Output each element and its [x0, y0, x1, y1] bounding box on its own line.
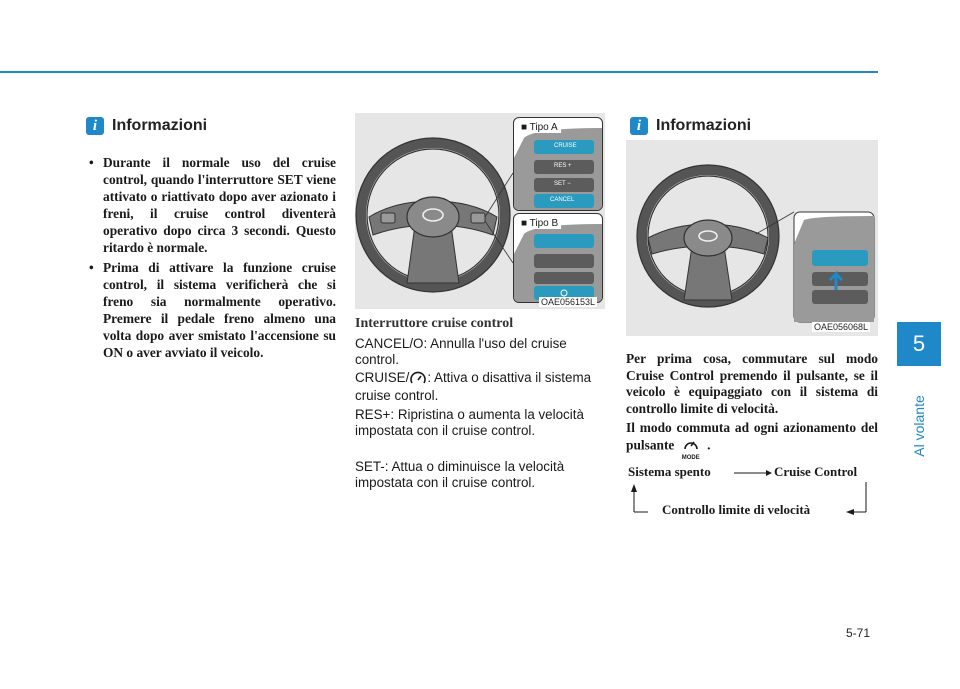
flow-speed-limit: Controllo limite di velocità [662, 502, 811, 517]
cruise-icon [409, 370, 427, 388]
def-set [355, 459, 605, 491]
cruise-mode-icon [683, 437, 699, 451]
chapter-title: Al volante [911, 395, 927, 457]
def-cruise [355, 370, 605, 404]
def-term: CANCEL/O: [355, 336, 428, 351]
info-icon: i [630, 117, 648, 135]
button-label-cancel: CANCEL [550, 197, 575, 203]
section-title: Interruttore cruise control [355, 316, 514, 331]
def-desc: : Attiva o disattiva il sistema cruise control. [355, 370, 592, 403]
panel-label-type-a: ■ Tipo A [518, 122, 561, 133]
header-rule [0, 71, 878, 73]
info-bullet: • Durante il normale uso del cruise control, quando l'interruttore SET viene attivato o riattivato dopo aver azionato i freni, il cruise control diventerà operativo dopo circa 3 secondi. Questo ritardo è normale. [86, 154, 336, 256]
mode-paragraph-end: . [707, 437, 711, 452]
steering-wheel-figure [355, 113, 605, 309]
info-icon: i [86, 117, 104, 135]
info-title: Informazioni [656, 117, 752, 134]
def-desc: Ripristina o aumenta la velocità impostata con il cruise control. [355, 407, 584, 438]
flow-arrows [626, 470, 876, 518]
info-heading-right [630, 117, 751, 135]
figure-code: OAE056153L [541, 297, 596, 307]
def-res [355, 407, 605, 439]
switch-panel-type-b [513, 213, 603, 303]
mode-button-figure [626, 140, 878, 336]
flow-system-off: Sistema spento [628, 464, 711, 479]
info-bullet-list [86, 154, 336, 364]
mode-label: MODE [681, 455, 700, 461]
def-term: RES+: [355, 407, 395, 422]
chapter-side-label [897, 366, 941, 486]
panel-label-type-b: ■ Tipo B [518, 218, 561, 229]
button-label-res: RES + [554, 163, 572, 169]
flow-cruise-control: Cruise Control [774, 464, 858, 479]
info-paragraph-mode [626, 420, 878, 461]
info-title: Informazioni [112, 117, 208, 134]
switch-panel-type-a [513, 117, 603, 211]
page-number: 5-71 [846, 626, 871, 640]
info-heading-left [86, 117, 207, 135]
def-desc: Annulla l'uso del cruise control. [355, 336, 567, 367]
figure-code: OAE056068L [814, 322, 869, 332]
def-term: CRUISE/ [355, 370, 410, 385]
chapter-tab: 5 [897, 322, 941, 366]
mode-paragraph-text: Il modo commuta ad ogni azionamento del pulsante [626, 420, 878, 452]
button-label-set: SET − [554, 181, 571, 187]
def-cancel [355, 336, 605, 368]
def-term: SET-: [355, 459, 389, 474]
steering-wheel-mode-illustration [626, 140, 878, 336]
mode-button-icon [678, 437, 704, 462]
button-label-cruise: CRUISE [554, 143, 577, 149]
def-desc: Attua o diminuisce la velocità impostata con il cruise control. [355, 459, 565, 490]
info-bullet: • Prima di attivare la funzione cruise control, il sistema verificherà che si freno sia normalmente operativo. Premere il pedale freno almeno una volta dopo aver smistato l'accensione su ON o aver avviato il veicolo. [86, 259, 336, 361]
info-paragraph: Per prima cosa, commutare sul modo Cruise Control premendo il pulsante, se il veicolo è equipaggiato con il sistema di controllo limite di velocità. [626, 351, 878, 416]
